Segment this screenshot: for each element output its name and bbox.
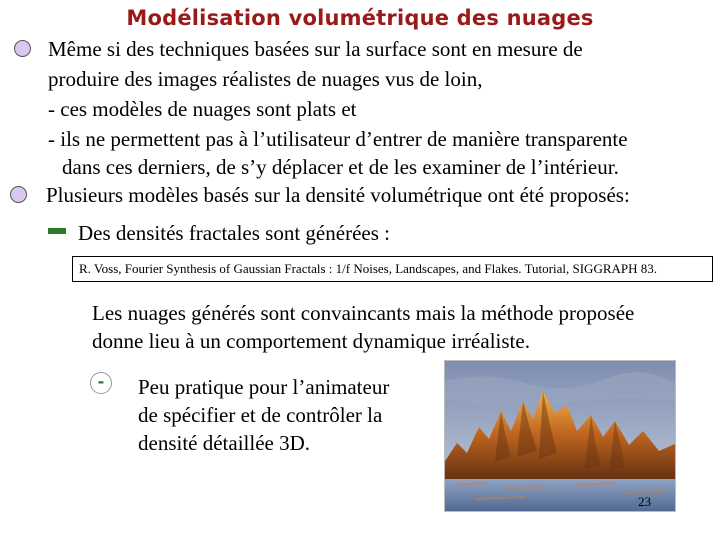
drawback-line3: densité détaillée 3D. xyxy=(138,431,311,455)
bullet-circle-icon xyxy=(14,40,31,57)
bullet1-line1: Même si des techniques basées sur la surface sont en mesure de xyxy=(48,37,583,61)
drawback-line2: de spécifier et de contrôler la xyxy=(138,403,383,427)
bullet-circle-icon xyxy=(10,186,27,203)
fractal-landscape-image xyxy=(444,360,676,512)
bullet1-line5: dans ces derniers, de s’y déplacer et de les examiner de l’intérieur. xyxy=(62,155,619,179)
bullet1-line4: - ils ne permettent pas à l’utilisateur d’entrer de manière transparente xyxy=(48,127,628,151)
paragraph-line1: Les nuages générés sont convaincants mais la méthode proposée xyxy=(92,301,635,325)
sub-bullet-text: Des densités fractales sont générées : xyxy=(78,221,390,245)
drawback-line1: Peu pratique pour l’animateur xyxy=(138,375,390,399)
bullet1-line3: - ces modèles de nuages sont plats et xyxy=(48,97,357,121)
paragraph-line2: donne lieu à un comportement dynamique irréaliste. xyxy=(92,329,530,353)
bullet1-line2: produire des images réalistes de nuages vus de loin, xyxy=(48,67,483,91)
dash-bullet-icon xyxy=(48,228,66,234)
citation-box: R. Voss, Fourier Synthesis of Gaussian Fractals : 1/f Noises, Landscapes, and Flakes. Tutorial, SIGGRAPH 83. xyxy=(72,256,713,282)
bullet2-text: Plusieurs modèles basés sur la densité volumétrique ont été proposés: xyxy=(46,183,630,207)
page-number: 23 xyxy=(638,494,651,509)
minus-bullet-icon: - xyxy=(90,372,112,394)
page-title: Modélisation volumétrique des nuages xyxy=(126,6,594,30)
